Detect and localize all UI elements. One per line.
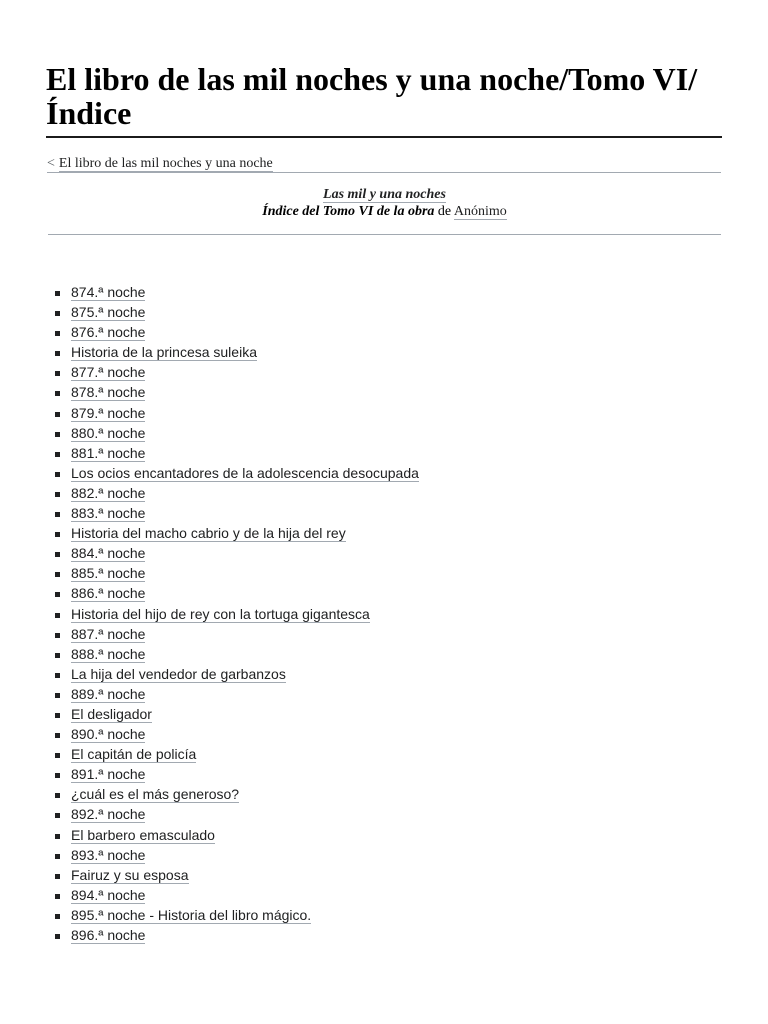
toc-link[interactable]: El desligador xyxy=(71,705,152,722)
work-header xyxy=(48,186,721,235)
toc-link[interactable]: 894.ª noche xyxy=(71,886,146,903)
toc-item xyxy=(55,383,419,403)
toc-link[interactable]: 881.ª noche xyxy=(71,444,146,461)
toc-item xyxy=(55,785,419,805)
toc-link[interactable]: 880.ª noche xyxy=(71,424,146,441)
toc-item xyxy=(55,725,419,745)
toc-link[interactable]: Historia del hijo de rey con la tortuga gigantesca xyxy=(71,605,370,622)
toc-link[interactable]: La hija del vendedor de garbanzos xyxy=(71,665,286,682)
toc-link[interactable]: Historia de la princesa suleika xyxy=(71,344,257,361)
toc-link[interactable]: 896.ª noche xyxy=(71,927,146,943)
toc-link[interactable]: 886.ª noche xyxy=(71,585,146,602)
toc-item xyxy=(55,906,419,926)
toc-link[interactable]: Historia del macho cabrio y de la hija del rey xyxy=(71,525,346,542)
toc-link[interactable]: 893.ª noche xyxy=(71,846,146,863)
toc-link[interactable]: 876.ª noche xyxy=(71,324,146,341)
bullet-icon xyxy=(55,512,60,517)
by-label: de xyxy=(437,204,452,219)
toc-item xyxy=(55,605,419,625)
bullet-icon xyxy=(55,793,60,798)
author-link[interactable]: Anónimo xyxy=(453,204,507,219)
bullet-icon xyxy=(55,753,60,758)
bullet-icon xyxy=(55,773,60,778)
toc-link[interactable]: El barbero emasculado xyxy=(71,826,215,843)
bullet-icon xyxy=(55,653,60,658)
toc-item xyxy=(55,363,419,383)
toc-link[interactable]: ¿cuál es el más generoso? xyxy=(71,786,240,803)
toc-item xyxy=(55,846,419,866)
toc-item xyxy=(55,484,419,504)
toc-item xyxy=(55,323,419,343)
toc-link[interactable]: Los ocios encantadores de la adolescencia desocupada xyxy=(71,464,419,481)
toc-item xyxy=(55,625,419,645)
bullet-icon xyxy=(55,592,60,597)
toc-item xyxy=(55,826,419,846)
toc-item xyxy=(55,464,419,484)
toc-link[interactable]: 875.ª noche xyxy=(71,304,146,321)
toc-link[interactable]: Fairuz y su esposa xyxy=(71,866,189,883)
bullet-icon xyxy=(55,934,60,939)
bullet-icon xyxy=(55,291,60,296)
toc-item xyxy=(55,303,419,323)
bullet-icon xyxy=(55,894,60,899)
bullet-icon xyxy=(55,492,60,497)
toc-link[interactable]: 890.ª noche xyxy=(71,726,146,743)
bullet-icon xyxy=(55,371,60,376)
toc-item xyxy=(55,283,419,303)
back-arrow: < xyxy=(47,156,55,171)
toc-item xyxy=(55,343,419,363)
bullet-icon xyxy=(55,572,60,577)
toc-link[interactable]: 895.ª noche - Historia del libro mágico. xyxy=(71,906,312,923)
toc-link[interactable]: 891.ª noche xyxy=(71,766,146,783)
bullet-icon xyxy=(55,813,60,818)
toc-link[interactable]: 877.ª noche xyxy=(71,364,146,381)
page-title-line1: El libro de las mil noches y una noche/Tomo VI/ xyxy=(46,61,698,97)
toc-item xyxy=(55,444,419,464)
toc-link[interactable]: 883.ª noche xyxy=(71,505,146,522)
toc-item xyxy=(55,564,419,584)
toc-link[interactable]: 887.ª noche xyxy=(71,625,146,642)
breadcrumb xyxy=(47,155,721,173)
toc-item xyxy=(55,926,419,946)
bullet-icon xyxy=(55,452,60,457)
bullet-icon xyxy=(55,472,60,477)
bullet-icon xyxy=(55,613,60,618)
bullet-icon xyxy=(55,914,60,919)
breadcrumb-link[interactable]: El libro de las mil noches y una noche xyxy=(58,156,273,171)
toc-item xyxy=(55,665,419,685)
bullet-icon xyxy=(55,391,60,396)
work-subtitle: Índice del Tomo VI de la obra xyxy=(262,204,435,219)
bullet-icon xyxy=(55,552,60,557)
page-title xyxy=(46,62,722,138)
bullet-icon xyxy=(55,733,60,738)
bullet-icon xyxy=(55,834,60,839)
toc-item xyxy=(55,745,419,765)
toc-item xyxy=(55,685,419,705)
page-title-line2: Índice xyxy=(46,95,132,131)
toc-item xyxy=(55,524,419,544)
toc-link[interactable]: 884.ª noche xyxy=(71,545,146,562)
bullet-icon xyxy=(55,673,60,678)
toc-item xyxy=(55,424,419,444)
toc-link[interactable]: 885.ª noche xyxy=(71,565,146,582)
bullet-icon xyxy=(55,874,60,879)
toc-item xyxy=(55,504,419,524)
bullet-icon xyxy=(55,351,60,356)
toc-link[interactable]: 878.ª noche xyxy=(71,384,146,401)
bullet-icon xyxy=(55,532,60,537)
bullet-icon xyxy=(55,854,60,859)
toc-item xyxy=(55,805,419,825)
toc-link[interactable]: 888.ª noche xyxy=(71,645,146,662)
toc-list xyxy=(55,283,419,946)
toc-item xyxy=(55,645,419,665)
bullet-icon xyxy=(55,713,60,718)
bullet-icon xyxy=(55,311,60,316)
toc-link[interactable]: 879.ª noche xyxy=(71,404,146,421)
toc-item xyxy=(55,404,419,424)
work-title-link[interactable]: Las mil y una noches xyxy=(323,187,446,202)
toc-item xyxy=(55,886,419,906)
toc-item xyxy=(55,705,419,725)
toc-item xyxy=(55,544,419,564)
bullet-icon xyxy=(55,633,60,638)
toc-link[interactable]: 889.ª noche xyxy=(71,685,146,702)
bullet-icon xyxy=(55,412,60,417)
toc-link[interactable]: 874.ª noche xyxy=(71,284,146,300)
bullet-icon xyxy=(55,331,60,336)
toc-item xyxy=(55,584,419,604)
bullet-icon xyxy=(55,432,60,437)
bullet-icon xyxy=(55,693,60,698)
toc-link[interactable]: 892.ª noche xyxy=(71,806,146,823)
toc-item xyxy=(55,765,419,785)
toc-link[interactable]: El capitán de policía xyxy=(71,746,197,763)
toc-link[interactable]: 882.ª noche xyxy=(71,484,146,501)
toc-item xyxy=(55,866,419,886)
